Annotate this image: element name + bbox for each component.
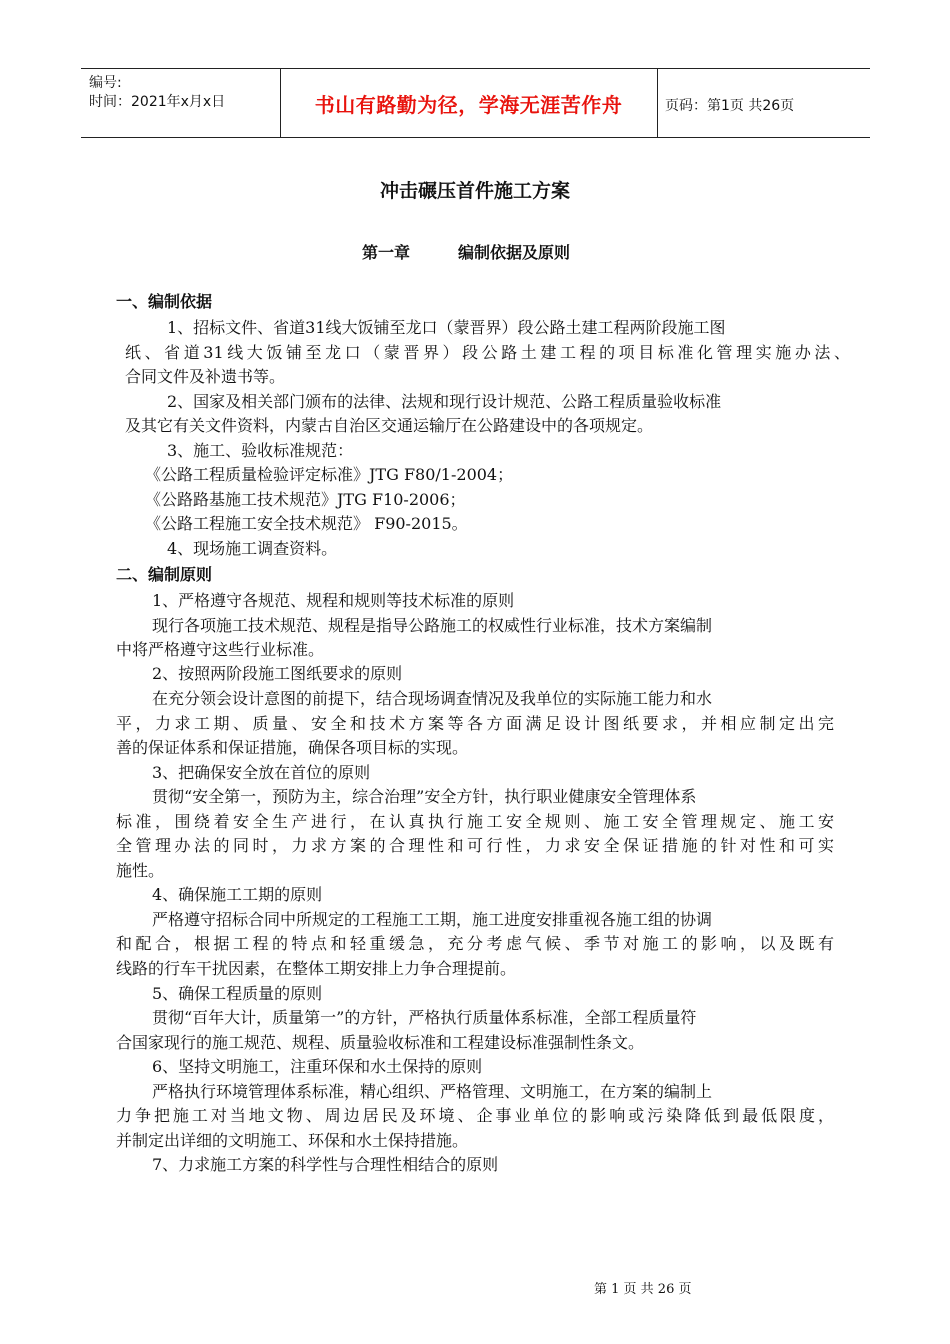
paragraph-line: 标准，围绕着安全生产进行，在认真执行施工安全规则、施工安全管理规定、施工安 bbox=[116, 812, 834, 831]
paragraph-line: 并制定出详细的文明施工、环保和水土保持措施。 bbox=[116, 1131, 469, 1150]
principle-title: 5、确保工程质量的原则 bbox=[152, 984, 323, 1003]
principle-title: 3、把确保安全放在首位的原则 bbox=[152, 763, 371, 782]
paragraph-line: 1、招标文件、省道31线大饭铺至龙口（蒙晋界）段公路土建工程两阶段施工图 bbox=[167, 318, 726, 337]
paragraph-line: 严格执行环境管理体系标准，精心组织、严格管理、文明施工，在方案的编制上 bbox=[152, 1082, 713, 1101]
paragraph-line: 中将严格遵守这些行业标准。 bbox=[116, 640, 325, 659]
principle-title: 6、坚持文明施工，注重环保和水土保持的原则 bbox=[152, 1057, 483, 1076]
paragraph-line: 纸、省道31线大饭铺至龙口（蒙晋界）段公路土建工程的项目标准化管理实施办法、 bbox=[125, 343, 850, 362]
paragraph-line: 在充分领会设计意图的前提下，结合现场调查情况及我单位的实际施工能力和水 bbox=[152, 689, 713, 708]
header-page-number: 页码：第1页 共26页 bbox=[665, 98, 795, 114]
paragraph-line: 全管理办法的同时，力求方案的合理性和可行性，力求安全保证措施的针对性和可实 bbox=[116, 836, 834, 855]
paragraph-line: 合国家现行的施工规范、规程、质量验收标准和工程建设标准强制性条文。 bbox=[116, 1033, 645, 1052]
paragraph-line: 3、施工、验收标准规范： bbox=[167, 441, 354, 460]
standard-reference: 《公路路基施工技术规范》JTG F10-2006； bbox=[145, 490, 466, 509]
document-title: 冲击碾压首件施工方案 bbox=[379, 180, 570, 202]
header-info-cell bbox=[81, 69, 281, 137]
paragraph-line: 线路的行车干扰因素，在整体工期安排上力争合理提前。 bbox=[116, 959, 517, 978]
paragraph-line: 贯彻“安全第一，预防为主，综合治理”安全方针，执行职业健康安全管理体系 bbox=[152, 787, 697, 806]
paragraph-line: 贯彻“百年大计，质量第一”的方针，严格执行质量体系标准，全部工程质量符 bbox=[152, 1008, 697, 1027]
paragraph-line: 及其它有关文件资料，内蒙古自治区交通运输厅在公路建设中的各项规定。 bbox=[125, 416, 654, 435]
principle-title: 4、确保施工工期的原则 bbox=[152, 885, 323, 904]
paragraph-line: 力争把施工对当地文物、周边居民及环境、企事业单位的影响或污染降低到最低限度， bbox=[116, 1106, 834, 1125]
principle-title: 2、按照两阶段施工图纸要求的原则 bbox=[152, 664, 403, 683]
paragraph-line: 4、现场施工调查资料。 bbox=[167, 539, 338, 558]
paragraph-line: 现行各项施工技术规范、规程是指导公路施工的权威性行业标准，技术方案编制 bbox=[152, 616, 713, 635]
chapter-title: 编制依据及原则 bbox=[458, 243, 571, 262]
section-heading: 一、编制依据 bbox=[116, 292, 213, 311]
paragraph-line: 和配合，根据工程的特点和轻重缓急，充分考虑气候、季节对施工的影响，以及既有 bbox=[116, 934, 834, 953]
paragraph-line: 平，力求工期、质量、安全和技术方案等各方面满足设计图纸要求，并相应制定出完 bbox=[116, 714, 834, 733]
paragraph-line: 合同文件及补遗书等。 bbox=[125, 367, 286, 386]
standard-reference: 《公路工程质量检验评定标准》JTG F80/1-2004； bbox=[145, 465, 514, 484]
section-heading: 二、编制原则 bbox=[116, 565, 213, 584]
paragraph-line: 2、国家及相关部门颁布的法律、法规和现行设计规范、公路工程质量验收标准 bbox=[167, 392, 722, 411]
principle-title: 1、严格遵守各规范、规程和规则等技术标准的原则 bbox=[152, 591, 515, 610]
document-code-label: 编号: bbox=[89, 75, 122, 91]
principle-title: 7、力求施工方案的科学性与合理性相结合的原则 bbox=[152, 1155, 499, 1174]
document-time-label: 时间：2021年x月x日 bbox=[89, 94, 226, 110]
paragraph-line: 严格遵守招标合同中所规定的工程施工工期，施工进度安排重视各施工组的协调 bbox=[152, 910, 713, 929]
page-footer: 第 1 页 共 26 页 bbox=[594, 1282, 692, 1297]
page-header bbox=[81, 68, 870, 138]
header-motto: 书山有路勤为径，学海无涯苦作舟 bbox=[280, 69, 658, 137]
paragraph-line: 善的保证体系和保证措施，确保各项目标的实现。 bbox=[116, 738, 469, 757]
standard-reference: 《公路工程施工安全技术规范》 F90-2015。 bbox=[145, 514, 468, 533]
chapter-number: 第一章 bbox=[362, 243, 411, 262]
paragraph-line: 施性。 bbox=[116, 861, 165, 880]
